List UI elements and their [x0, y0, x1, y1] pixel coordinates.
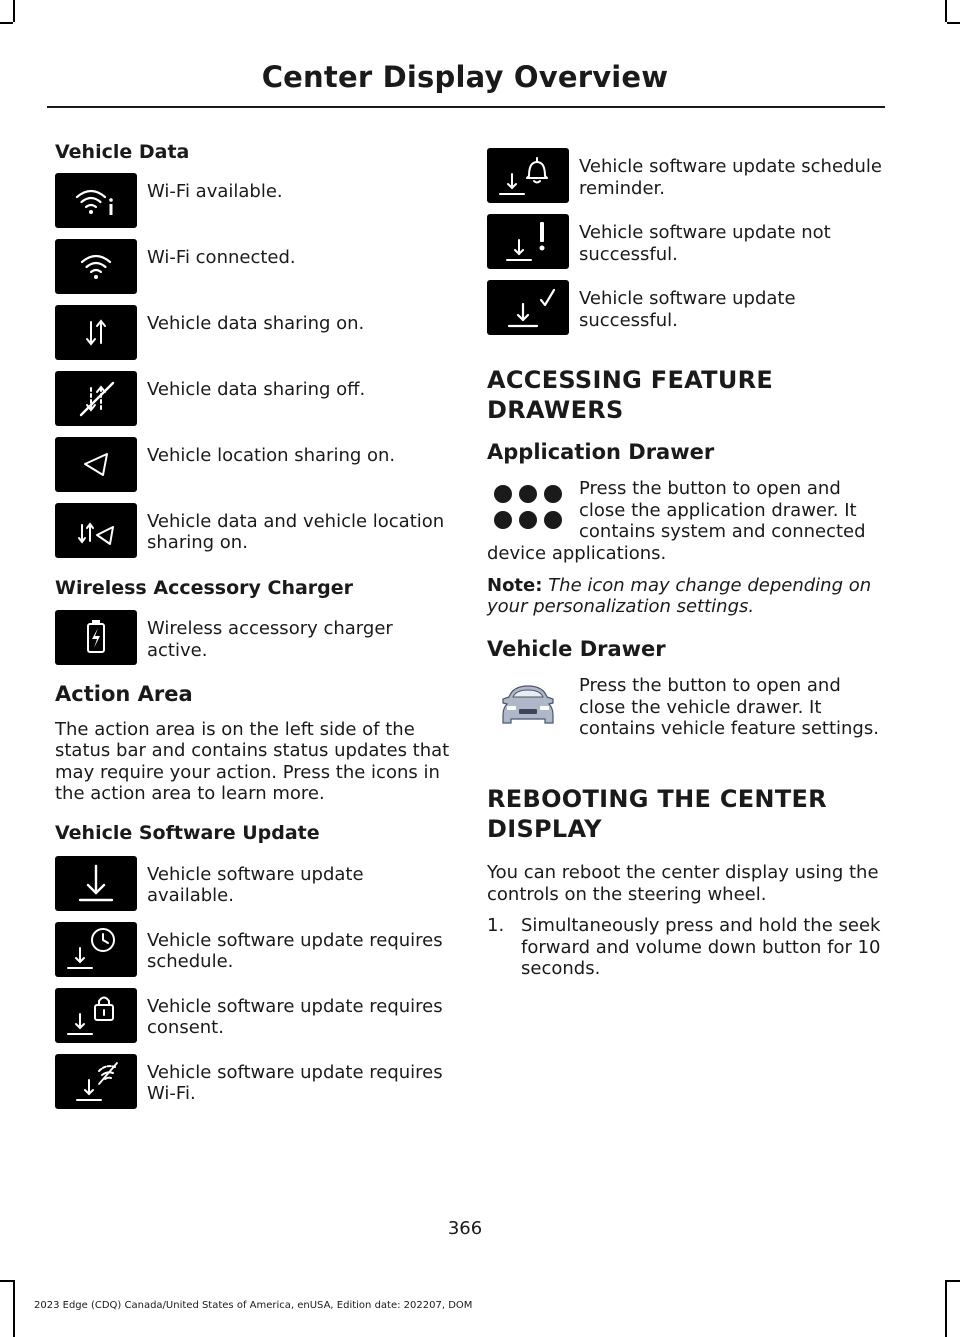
item-text: Vehicle software update requires schedule.	[147, 929, 443, 973]
item-text: Vehicle software update requires Wi-Fi.	[147, 1061, 443, 1105]
application-drawer-heading: Application Drawer	[487, 440, 715, 464]
list-item	[55, 922, 450, 977]
step-number: 1.	[487, 915, 505, 937]
action-area-body: The action area is on the left side of the status bar and contains status updates that may require your action. Press the icons in the action area to learn more.	[55, 718, 450, 805]
item-text: Wi-Fi available.	[147, 180, 283, 202]
crop-mark	[13, 0, 15, 22]
item-text: Vehicle software update schedule reminder.	[579, 156, 882, 199]
application-drawer-block	[487, 478, 882, 564]
wifi-connected-icon	[55, 239, 137, 294]
update-schedule-icon	[55, 922, 137, 977]
list-item	[55, 1054, 450, 1109]
list-item	[55, 239, 450, 294]
left-column	[55, 140, 450, 1120]
page-number: 366	[447, 1218, 483, 1239]
action-area-heading: Action Area	[55, 682, 193, 707]
update-wifi-icon	[55, 1054, 137, 1109]
wireless-charger-heading: Wireless Accessory Charger	[55, 576, 354, 599]
crop-mark	[945, 1280, 947, 1337]
list-item	[487, 280, 882, 335]
item-text: Vehicle data sharing on.	[147, 312, 365, 334]
item-text: Vehicle data and vehicle location sharing on.	[147, 510, 445, 554]
vehicle-data-heading: Vehicle Data	[55, 141, 190, 163]
list-item	[55, 610, 450, 665]
note-text: The icon may change depending on your personalization settings.	[487, 574, 872, 618]
note	[487, 575, 882, 618]
crop-mark	[947, 1280, 960, 1282]
update-available-icon	[55, 856, 137, 911]
reboot-steps	[487, 915, 882, 980]
list-item	[55, 371, 450, 426]
reboot-heading: REBOOTING THE CENTER DISPLAY	[487, 784, 827, 843]
update-reminder-icon	[487, 148, 569, 203]
data-sharing-on-icon	[55, 305, 137, 360]
item-text: Vehicle software update available.	[147, 863, 364, 907]
list-item	[487, 148, 882, 203]
item-text: Vehicle software update not successful.	[579, 222, 831, 265]
application-drawer-body: Press the button to open and close the application drawer. It contains system and connected device applications.	[487, 478, 866, 565]
list-item	[487, 915, 882, 980]
item-text: Vehicle software update requires consent.	[147, 995, 443, 1039]
list-item	[55, 437, 450, 492]
note-label: Note:	[487, 574, 543, 596]
item-text: Vehicle location sharing on.	[147, 444, 396, 466]
list-item	[55, 988, 450, 1043]
page-title: Center Display Overview	[261, 60, 669, 94]
vehicle-icon[interactable]	[487, 677, 569, 732]
update-consent-icon	[55, 988, 137, 1043]
vehicle-drawer-block	[487, 675, 882, 740]
software-update-heading: Vehicle Software Update	[55, 822, 320, 845]
list-item	[55, 856, 450, 911]
right-column	[487, 148, 882, 980]
update-success-icon	[487, 280, 569, 335]
list-item	[55, 305, 450, 360]
crop-mark	[945, 0, 947, 22]
crop-mark	[13, 1280, 15, 1337]
title-divider	[47, 106, 885, 108]
wifi-available-icon	[55, 173, 137, 228]
data-location-sharing-icon	[55, 503, 137, 558]
wireless-charger-icon	[55, 610, 137, 665]
list-item	[55, 173, 450, 228]
item-text: Wi-Fi connected.	[147, 246, 296, 268]
location-sharing-on-icon	[55, 437, 137, 492]
app-grid-icon[interactable]	[487, 480, 569, 535]
crop-mark	[947, 22, 960, 24]
update-failed-icon	[487, 214, 569, 269]
crop-mark	[0, 1280, 13, 1282]
crop-mark	[0, 22, 13, 24]
item-text: Vehicle software update successful.	[579, 288, 796, 331]
list-item	[487, 214, 882, 269]
step-text: Simultaneously press and hold the seek forward and volume down button for 10 seconds.	[521, 915, 881, 980]
reboot-body: You can reboot the center display using the controls on the steering wheel.	[487, 861, 879, 905]
item-text: Wireless accessory charger active.	[147, 618, 393, 661]
footer: 2023 Edge (CDQ) Canada/United States of America, enUSA, Edition date: 202207, DOM	[34, 1300, 473, 1311]
feature-drawers-heading: ACCESSING FEATURE DRAWERS	[487, 366, 774, 424]
list-item	[55, 503, 450, 558]
vehicle-drawer-body: Press the button to open and close the vehicle drawer. It contains vehicle feature settings.	[579, 675, 879, 740]
data-sharing-off-icon	[55, 371, 137, 426]
item-text: Vehicle data sharing off.	[147, 378, 366, 400]
vehicle-drawer-heading: Vehicle Drawer	[487, 636, 666, 661]
